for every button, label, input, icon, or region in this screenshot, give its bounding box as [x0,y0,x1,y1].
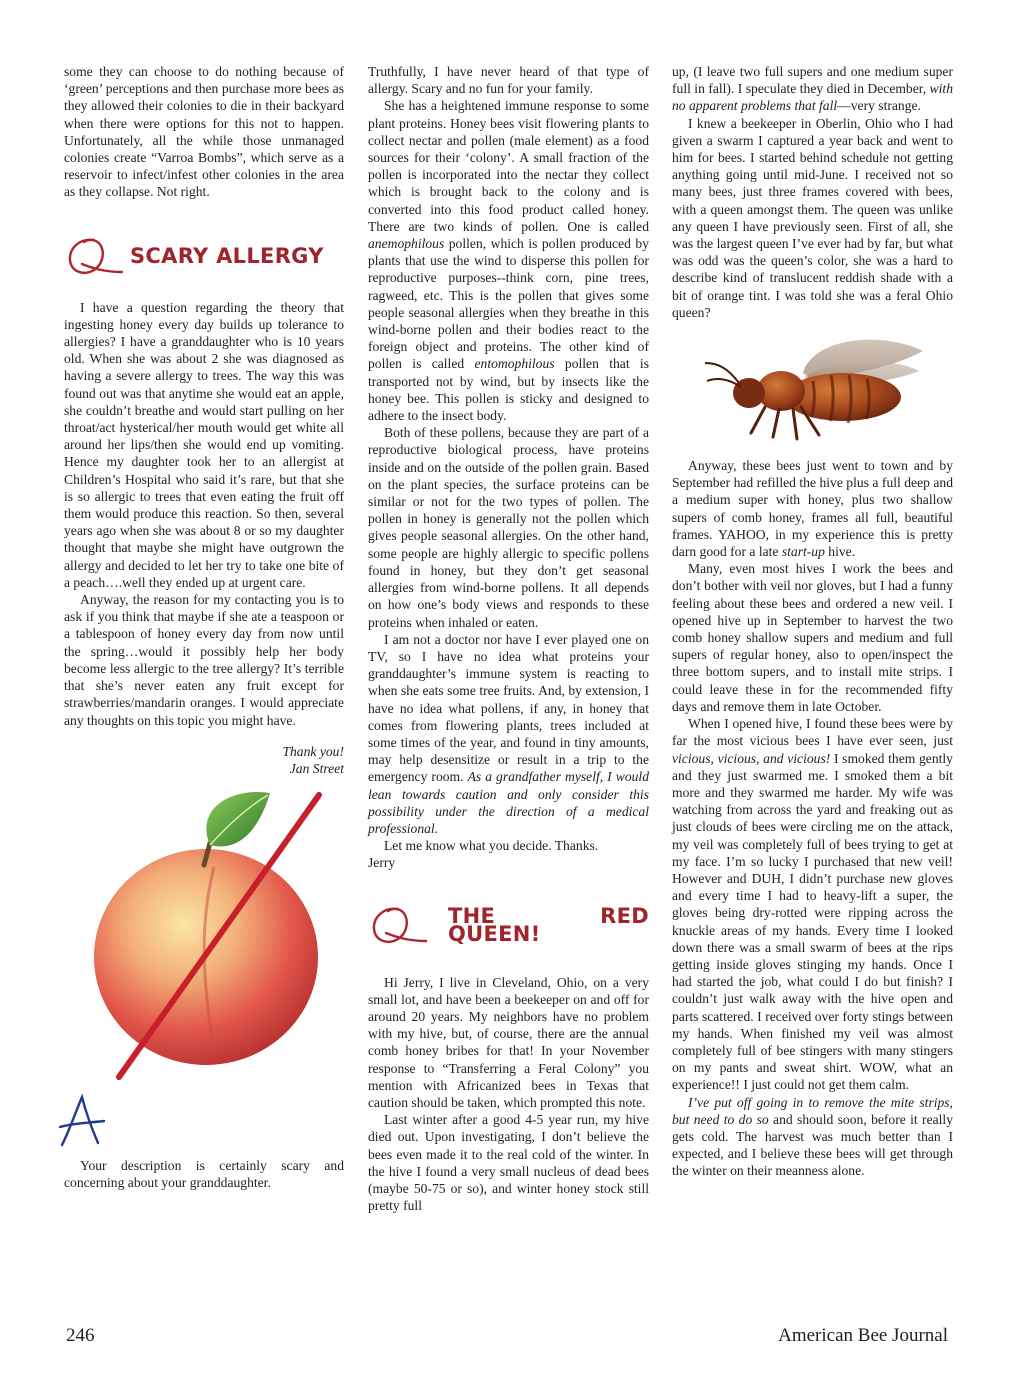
question2-paragraph-4: I knew a beekeeper in Oberlin, Ohio who I had given a swarm I captured a year back and went to him for bees. I started behind schedule not getting anything going until mid-June. I received not so many bees, just three frames covered with bees, with a queen amongst them. The queen was unlike any queen I have previously seen. First of all, she was the largest queen I’ve ever had by far, but what was odd was the queen’s color, she was a hard to describe kind of translucent reddish shade with a bit of orange tint. I was told she was a feral Ohio queen? [672,115,953,320]
q-letter-icon [64,219,126,282]
question2-paragraph-2: Last winter after a good 4-5 year run, my hive died out. Upon investigating, I don’t believe the bees even made it to the real cold of the winter. In the hive I found a very small nucleus of dead bees (maybe 50-75 or so), and winter honey stock still pretty full [368,1112,649,1214]
answer-paragraph-6: Let me know what you decide. Thanks. [384,838,599,854]
text-span: She has a heightened immune response to some plant proteins. Honey bees visit flowering plants to collect nectar and pollen (male element) as a food sources for their ‘colony’. A small fraction of the pollen is incorporated into the nectar they collect which is brought back to the colony and is converted into this food product called honey. There are two kinds of pollen. One is called [368,98,649,234]
col1-intro-paragraph: some they can choose to do nothing because of ‘green’ perceptions and then purchase more bees as they allowed their colonies to die in their backyard when there were options for this not to happen. Unfortunately, all the while those unmanaged colonies create “Varroa Bombs”, which serve as a reservoir to infect/infest other colonies in the area as they collapse. Not right. [64,64,344,200]
question2-paragraph-3 [672,63,953,115]
answer-heading [56,1081,344,1151]
question2-paragraph-1: Hi Jerry, I live in Cleveland, Ohio, on a very small lot, and have been a beekeeper on and off for around 20 years. My neighbors have no problem with my hive, but, of course, there are the annual comb honey bribes for that! In your November response to “Transferring a Feral Colony” you mention with Africanized bees in Texas that caution should be taken, which prompted this note. [368,974,649,1110]
signoff-name: Jan Street [289,760,344,776]
question-paragraph-2: Anyway, the reason for my contacting you is to ask if you think that maybe if she ate a teaspoon or a tablespoon of honey every day from now until the spring…would it possibly help her body become less allergic to the tree allergy? It’s terrible that she’s never eaten any fruit except for strawberries/mandarin oranges. I would appreciate any thoughts on this topic you might have. [64,592,344,728]
text-span: When I opened hive, I found these bees were by far the most vicious bees I have ever seen, just [672,716,953,749]
emphasis-vicious: vicious, vicious, and vicious! [672,750,831,766]
bee-icon [693,327,933,451]
text-span: up, (I leave two full supers and one medium super full in fall). I speculate they died in December, [672,64,953,97]
question2-paragraph-6: Many, even most hives I work the bees and don’t bother with veil nor gloves, but I had a funny feeling about these bees and ordered a new veil. I opened hive up in September to harvest the two comb honey shallow supers and medium and full supers of regular honey, also to open/inspect the three bottom supers, and to install mite strips. I could leave these in for the recommended fifty days and remove them in late October. [672,561,953,714]
answer-paragraph-1: Your description is certainly scary and concerning about your granddaughter. [64,1158,344,1191]
text-span: pollen that is transported not by wind, but by insects like the honey bee. This pollen is sticky and designed to adhere to the insect body. [368,356,649,424]
heading-red-queen: THE RED QUEEN! [448,904,649,946]
red-queen-bee-photo [672,327,953,457]
peach-crossed-out-illustration [64,787,344,1087]
q-letter-icon [368,888,430,951]
emphasis-no-problems: with no apparent problems that fall [672,81,953,114]
peach-icon [64,787,344,1087]
answer-paragraph-5 [368,631,649,837]
answer-signature: Jerry [368,855,396,871]
emphasis-start-up: start-up [781,544,825,560]
q-letter: Q [64,219,74,235]
text-span: I am not a doctor nor have I ever played one on TV, so I have no idea what proteins your granddaughter’s immune system is reacting to when she eats some tree fruits. And, by extension, I have no idea what pollens, if any, in honey that comes from flowering plants, trees included at some times of the year, and found in tiny amounts, may help desensitize or result in a trip to the emergency room. [368,631,649,785]
emphasis-caution: As a grandfather myself, I would lean towards caution and only consider this possibility under the direction of a medical professional. [368,769,649,836]
journal-name: American Bee Journal [778,1325,948,1346]
emphasis-mite-strips: I’ve put off going in to remove the mite strips, but need to do so [672,1094,953,1127]
answer-paragraph-2: Truthfully, I have never heard of that type of allergy. Scary and no fun for your family. [368,64,649,97]
a-letter: A [56,1081,66,1097]
text-span: —very strange. [837,98,921,114]
answer-paragraph-4: Both of these pollens, because they are part of a reproductive biological process, have proteins inside and on the outside of the pollen grain. Based on the plant species, the surface proteins can be similar or not for the two types of pollen. The pollen in honey is generally not the pollen which gives people seasonal allergies. On the other hand, some people are highly allergic to specific pollens found in honey, but they don’t get seasonal allergies from wind-borne pollens. It all depends on how one’s body views and responds to these proteins when inhaled or eaten. [368,425,649,630]
term-entomophilous: entomophilous [474,356,555,372]
page-number: 246 [66,1325,95,1346]
question-heading-red-queen [368,888,649,952]
question2-paragraph-5 [672,457,953,560]
question2-paragraph-7 [672,715,953,1093]
signoff-thanks: Thank you! [282,743,344,759]
q-letter: Q [368,888,378,904]
column-3 [672,63,953,1180]
text-span: Anyway, these bees just went to town and by September had refilled the hive plus a full deep and a medium super with honey, plus two shallow supers of comb honey, frames all full, beautiful frames. YAHOO, in my experience this is pretty darn good for a late [672,458,953,560]
question-paragraph-1: I have a question regarding the theory that ingesting honey every day builds up tolerance to allergies? I have a granddaughter who is 10 years old. When she was about 2 she was diagnosed as having a severe allergy to trees. The way this was found out was that anytime she would eat an apple, she couldn’t breathe and would start pulling on her throat/act hysterical/her mouth would get white all around her lips/then she would end up vomiting. Hence my daughter took her to an allergist at Children’s Hospital who said it’s rare, but that she is so allergic to trees that even eating the fruit off them would produce this reaction. So then, several years ago when she was about 8 or so my daughter thought that maybe she might have outgrown the allergy and decided to let her try to take one bite of a peach….well they ended up at urgent care. [64,299,344,590]
question-heading-scary-allergy [64,219,344,283]
text-span: I smoked them gently and they just swarmed me. I smoked them a bit more and they swarmed me harder. My wife was watching from across the yard and freaking out as just clouds of bees were circling me on the attack, my veil was completely full of bees trying to get at my face. I’m so lucky I purchased that new veil! However and DUH, I didn’t purchase new gloves and every time I had to heavy-lift a super, the gloves being dry-rotted were ripping across the knuckle areas of my hands. Every time I looked down there was a small swarm of bees at the rips getting inside gloves stinging my hands. Once I had started the job, what could I do but finish? I couldn’t just walk away with the hive open and parts scattered. I received over forty stings between my hands. When finished my veil was almost completely full of bee stingers with many stingers on my pants and sweat shirt. WOW, what an experience!! I just could not get them calm. [672,750,953,1093]
text-span: hive. [824,544,856,560]
term-anemophilous: anemophilous [368,236,445,252]
column-1 [56,63,344,1192]
a-letter-icon [56,1081,106,1149]
question2-paragraph-8 [672,1094,953,1180]
answer-paragraph-3 [368,97,649,424]
text-span: and should soon, before it really gets cold. The harvest was much better than I expected, and I believe these bees will get through the winter on their meanness alone. [672,1111,953,1179]
column-2 [368,63,649,1214]
text-span: pollen, which is pollen produced by plants that use the wind to disperse this pollen for reproductive purposes--think corn, pine trees, ragweed, etc. This is the pollen that gives some people seasonal allergies when they breathe in this wind-borne pollen and their bodies react to the foreign object and proteins. The other kind of pollen is called [368,236,649,372]
heading-scary-allergy: SCARY ALLERGY [130,244,324,269]
